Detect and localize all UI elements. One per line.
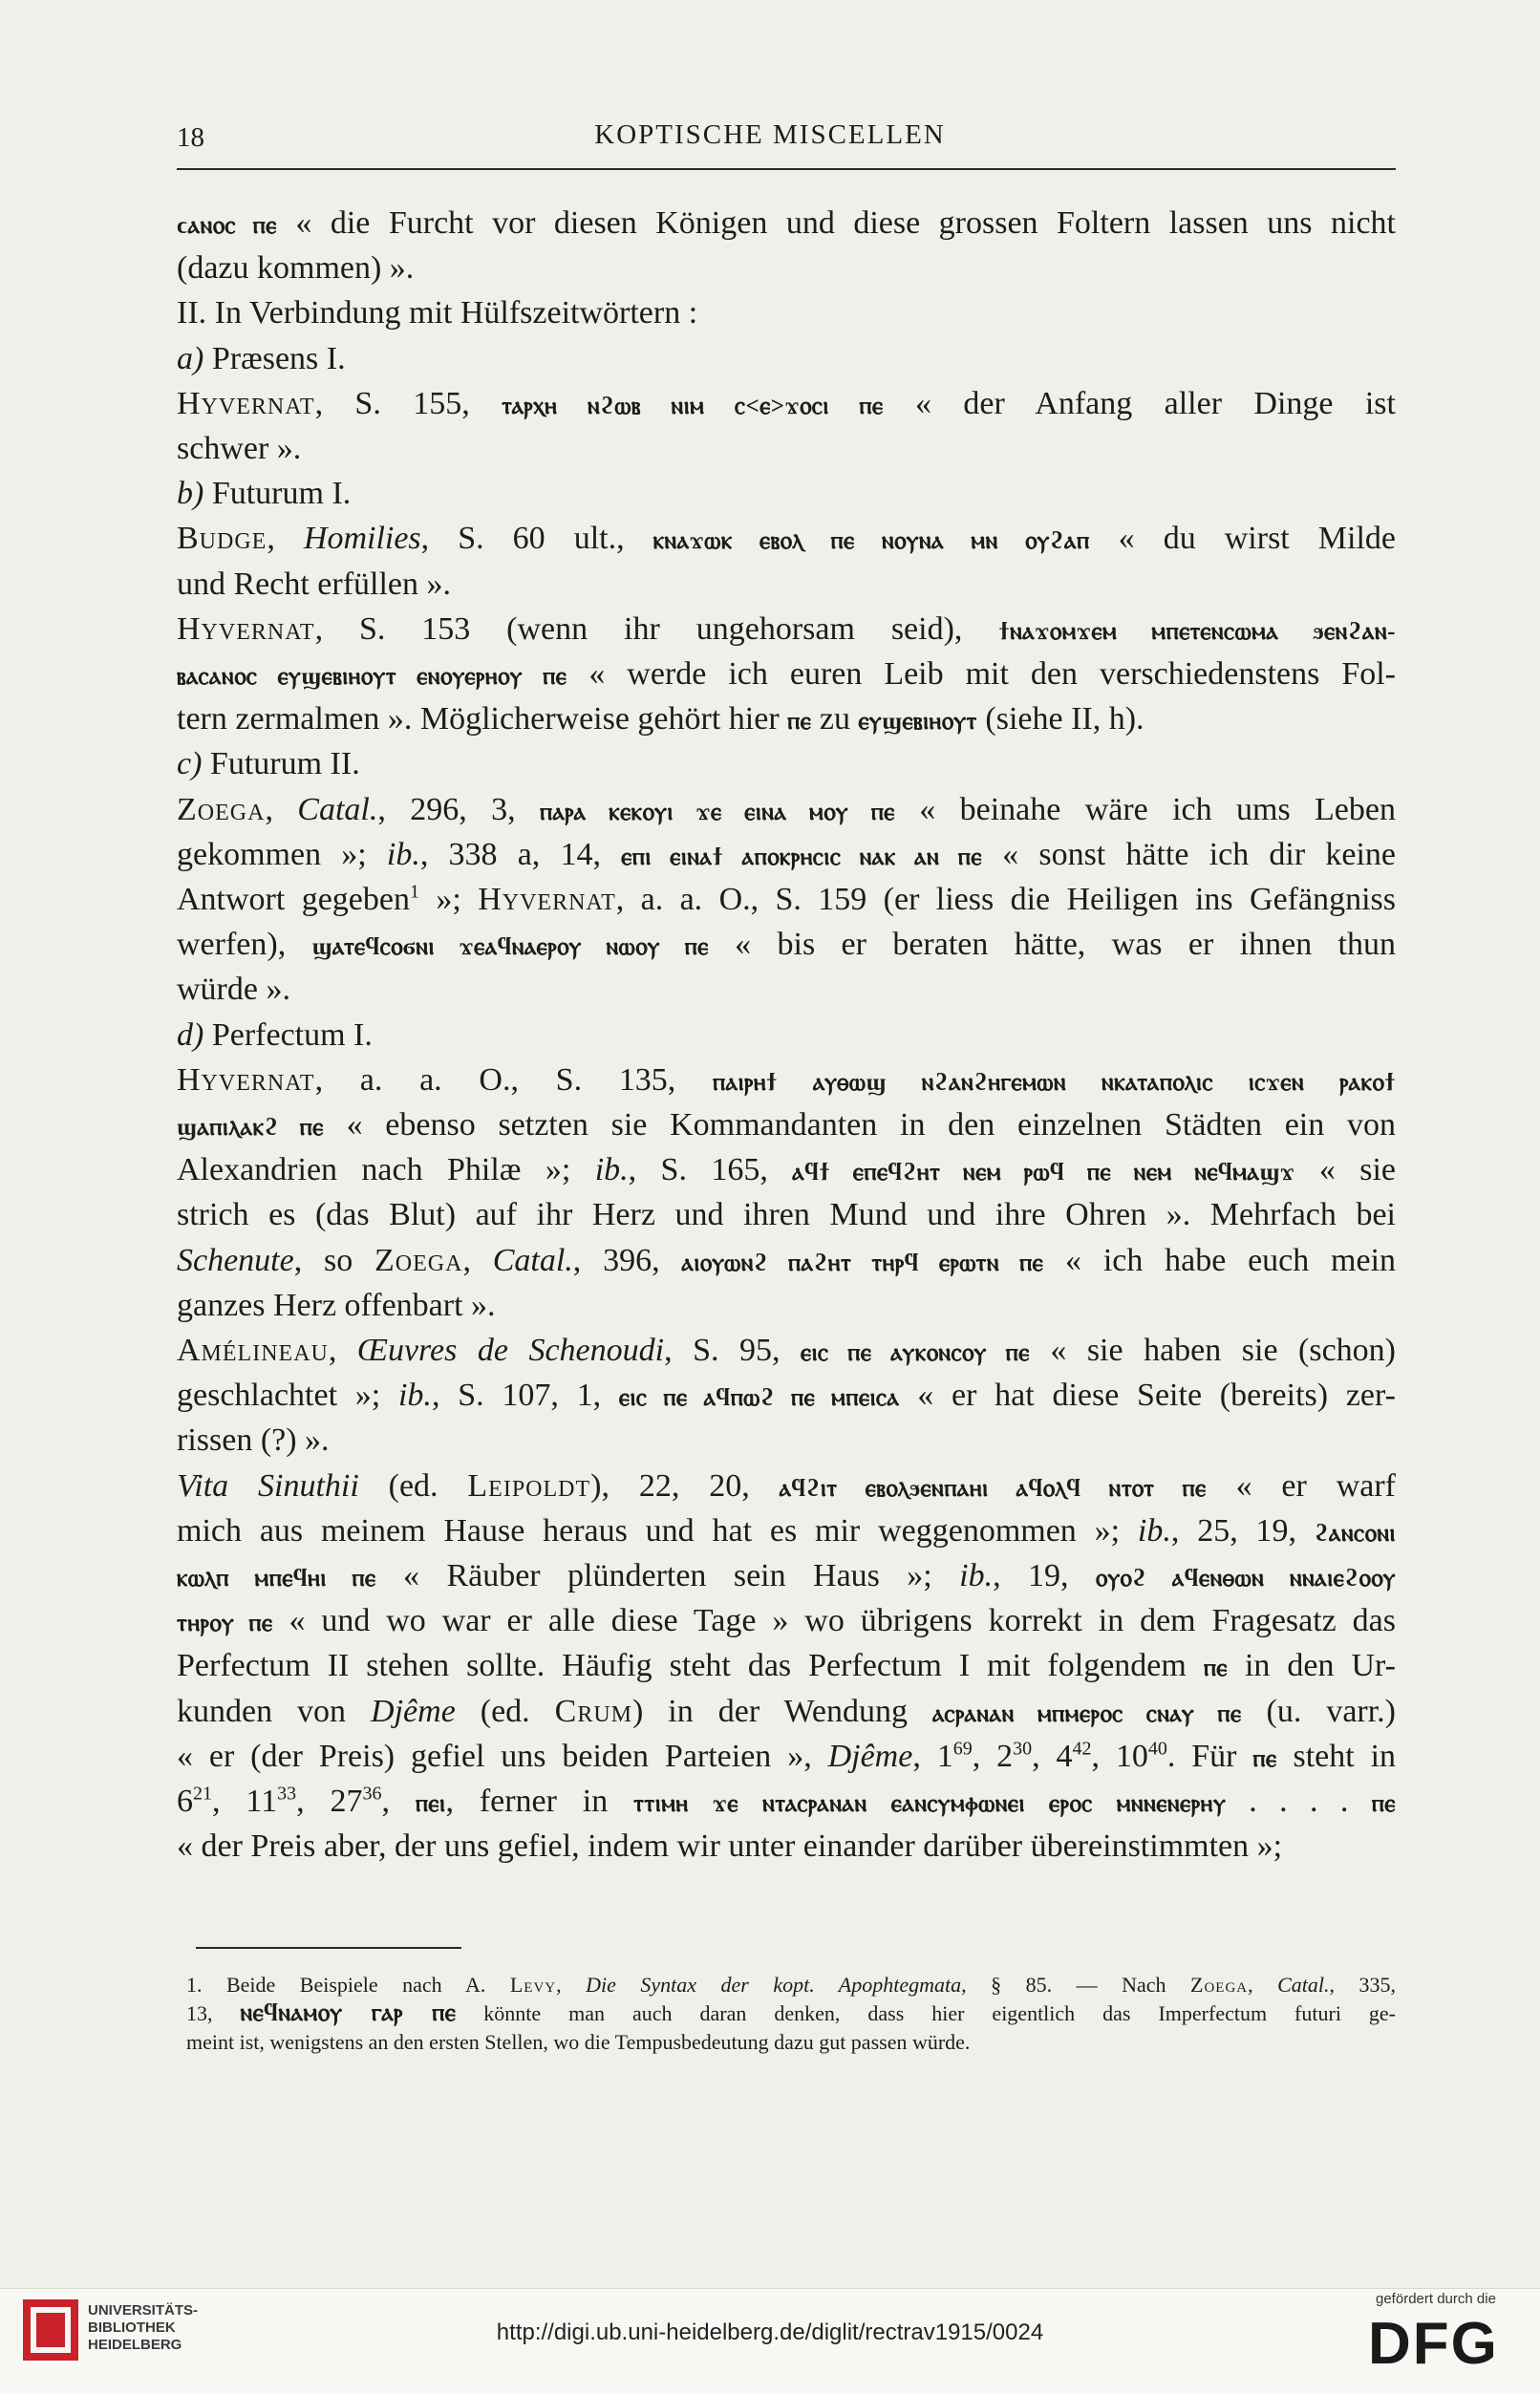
text-run: 13,	[186, 2001, 241, 2025]
text-run: 6	[177, 1784, 193, 1819]
text-run: »;	[418, 882, 479, 917]
text-line	[177, 247, 1396, 289]
text-run: Catal.	[297, 791, 378, 827]
text-run: strich es (das Blut) auf ihr Herz und ihren Mund und ihre Ohren ». Mehrfach bei	[177, 1197, 1396, 1233]
superscript: 36	[362, 1783, 382, 1805]
text-run: , 11	[212, 1784, 278, 1819]
text-run: , 396,	[572, 1242, 682, 1278]
text-run: b)	[177, 476, 204, 512]
text-run: Antwort gegeben	[177, 882, 410, 917]
text-run: c)	[177, 746, 203, 782]
text-run: , 296, 3,	[377, 791, 540, 827]
text-run: Catal.	[492, 1242, 573, 1278]
text-line	[177, 834, 1396, 879]
text-run: « sie haben sie (schon)	[1029, 1333, 1396, 1368]
text-run: Catal.	[1277, 1973, 1330, 1997]
text-run: Amélineau	[177, 1333, 329, 1368]
text-run: Zoega	[177, 791, 266, 827]
text-run: Hyvernat	[177, 610, 315, 647]
text-run: Levy	[509, 1973, 557, 1997]
text-run: , 25, 19,	[1170, 1512, 1315, 1549]
text-run: ib.	[959, 1558, 994, 1593]
footnote-line	[186, 2029, 1396, 2056]
text-run: « du wirst Milde	[1089, 521, 1397, 557]
text-line	[177, 1240, 1396, 1285]
text-run: , 335,	[1329, 1973, 1397, 1997]
text-run: Djême	[827, 1738, 913, 1774]
header-rule	[177, 168, 1396, 170]
text-run: Futurum I.	[203, 476, 352, 512]
text-run: in den Ur-	[1228, 1648, 1396, 1684]
text-run: « er (der Preis) gefiel uns beiden Parteien »,	[177, 1738, 828, 1774]
text-run: ib.	[594, 1152, 629, 1188]
text-run: « der Preis aber, der uns gefiel, indem wir unter einander darüber übereinstimmten »;	[177, 1828, 1283, 1865]
text-run: werfen),	[177, 927, 312, 963]
superscript: 42	[1072, 1738, 1092, 1760]
text-line	[177, 1104, 1396, 1149]
coptic-text: ⲉⲓⲥ ⲡⲉ ⲁⲩⲕⲟⲛⲥⲟⲩ ⲡⲉ	[801, 1340, 1030, 1366]
text-run: d)	[177, 1016, 204, 1053]
text-line	[177, 653, 1396, 698]
coptic-text: ⲁϥϩⲓⲧ ⲉⲃⲟⲗϧⲉⲛⲡⲁⲏⲓ ⲁϥⲟⲗϥ ⲛⲧⲟⲧ ⲡⲉ	[779, 1475, 1207, 1502]
text-run: ,	[556, 1973, 587, 1997]
text-line	[177, 1015, 1396, 1057]
coptic-text: ϣⲁⲡⲓⲗⲁⲕϩ ⲡⲉ	[177, 1115, 324, 1141]
text-run: Homilies	[303, 521, 421, 557]
coptic-text: ⲕⲱⲗⲡ ⲙⲡⲉϥⲏⲓ ⲡⲉ	[177, 1566, 376, 1592]
text-run: ganzes Herz offenbart ».	[177, 1287, 496, 1323]
text-run: , S. 107, 1,	[431, 1378, 619, 1414]
text-run: ib.	[397, 1378, 432, 1414]
coptic-text: ⲡⲁⲣⲁ ⲕⲉⲕⲟⲩⲓ ϫⲉ ⲉⲓⲛⲁ ⲙⲟⲩ ⲡⲉ	[539, 799, 895, 825]
text-line	[177, 518, 1396, 563]
text-line	[177, 1826, 1396, 1868]
text-run: , S. 60 ult.,	[420, 521, 653, 557]
text-run: 1. Beide Beispiele nach A.	[186, 1973, 510, 1997]
text-line	[177, 743, 1396, 785]
text-run: tern zermalmen ». Möglicherweise gehört hier	[177, 701, 788, 737]
text-run: , so	[293, 1242, 374, 1278]
text-run: meint ist, wenigstens an den ersten Stellen, wo die Tempusbedeutung dazu gut passen würde.	[186, 2030, 971, 2054]
text-line	[177, 879, 1396, 921]
text-run: kunden von	[177, 1693, 372, 1729]
text-run: Præsens I.	[203, 340, 346, 376]
library-name-line: BIBLIOTHEK	[88, 2319, 176, 2336]
text-line	[177, 698, 1396, 743]
coptic-text: ⲧⲁⲣⲭⲏ ⲛϩⲱⲃ ⲛⲓⲙ ⲥ<ⲉ>ϫⲟⲥⲓ ⲡⲉ	[502, 393, 884, 419]
text-run: « er warf	[1206, 1467, 1396, 1504]
text-run: , 1	[912, 1738, 953, 1774]
text-run: II. In Verbindung mit Hülfszeitwörtern :	[177, 295, 698, 331]
text-run: Crum	[554, 1693, 633, 1729]
text-line	[177, 292, 1396, 334]
text-run: , a. a. O., S. 159 (er liess die Heiligen ins Gefängniss	[615, 882, 1396, 917]
text-run: , S. 153 (wenn ihr ungehorsam seid),	[314, 610, 999, 647]
coptic-text: ⲃⲁⲥⲁⲛⲟⲥ ⲉⲩϣⲉⲃⲓⲏⲟⲩⲧ ⲉⲛⲟⲩⲉⲣⲏⲟⲩ ⲡⲉ	[177, 664, 567, 690]
text-line	[177, 203, 1396, 247]
text-line	[177, 1285, 1396, 1327]
text-line	[177, 609, 1396, 653]
text-run: ,	[328, 1333, 357, 1368]
text-line	[177, 1330, 1396, 1375]
text-run: « beinahe wäre ich ums Leben	[894, 791, 1396, 827]
text-run: . Für	[1166, 1738, 1253, 1774]
coptic-text: ⲡⲉ	[1203, 1656, 1229, 1682]
text-run: Budge	[177, 521, 267, 557]
text-run: Djême	[371, 1693, 456, 1729]
text-line	[177, 1420, 1396, 1462]
coptic-text: ⲡⲉⲓ	[415, 1791, 446, 1817]
text-run: a)	[177, 340, 204, 376]
text-run: , 19,	[993, 1558, 1096, 1593]
text-run: mich aus meinem Hause heraus und hat es mir weggenommen »;	[177, 1512, 1138, 1549]
text-run: schwer ».	[177, 431, 302, 466]
text-line	[177, 1465, 1396, 1510]
footnote-rule	[196, 1947, 461, 1949]
text-run: Zoega	[1190, 1973, 1249, 1997]
coptic-text: ⲕⲛⲁϫⲱⲕ ⲉⲃⲟⲗ ⲡⲉ ⲛⲟⲩⲛⲁ ⲙⲛ ⲟⲩϩⲁⲡ	[652, 528, 1090, 555]
text-run: , 2	[972, 1738, 1014, 1774]
text-run: steht in	[1276, 1738, 1397, 1774]
coptic-text: ⲟⲩⲟϩ ⲁϥⲉⲛⲑⲱⲛ ⲛⲛⲁⲓⲉϩⲟⲟⲩ	[1095, 1566, 1397, 1592]
text-run: Zoega	[374, 1242, 463, 1278]
text-run: ,	[462, 1242, 493, 1278]
text-run: Die Syntax der kopt. Apophtegmata	[586, 1973, 962, 1997]
coptic-text: ⲁⲓⲟⲩⲱⲛϩ ⲡⲁϩⲏⲧ ⲧⲏⲣϥ ⲉⲣⲱⲧⲛ ⲡⲉ	[681, 1250, 1044, 1276]
text-run: ,	[1248, 1973, 1278, 1997]
text-run: , 338 a, 14,	[419, 836, 622, 872]
text-run: Futurum II.	[202, 746, 360, 782]
text-run: (dazu kommen) ».	[177, 250, 415, 287]
text-run: Leipoldt	[467, 1467, 591, 1504]
text-line	[177, 473, 1396, 515]
text-line	[177, 924, 1396, 969]
source-url-link[interactable]: http://digi.ub.uni-heidelberg.de/diglit/rectrav1915/0024	[496, 2319, 1044, 2345]
superscript: 30	[1013, 1738, 1033, 1760]
text-line	[177, 1736, 1396, 1781]
coptic-text: ϩⲁⲛⲥⲟⲛⲓ	[1314, 1520, 1396, 1547]
text-run: geschlachtet »;	[177, 1378, 398, 1414]
text-run: « bis er beraten hätte, was er ihnen thun	[708, 927, 1396, 963]
text-run: gekommen »;	[177, 836, 387, 872]
text-run: ,	[381, 1784, 416, 1819]
text-run: ,	[265, 791, 298, 827]
text-run: (ed.	[455, 1693, 555, 1729]
text-line	[177, 789, 1396, 834]
superscript: 69	[952, 1738, 973, 1760]
text-run: ,	[267, 521, 304, 557]
text-run: « ich habe euch mein	[1043, 1242, 1397, 1278]
text-line	[177, 1059, 1396, 1104]
text-line	[177, 383, 1396, 428]
text-run: Hyvernat	[478, 882, 616, 917]
coptic-text: ϯⲛⲁϫⲟⲙϫⲉⲙ ⲙⲡⲉⲧⲉⲛⲥⲱⲙⲁ ϧⲉⲛϩⲁⲛ-	[998, 618, 1396, 645]
text-line	[177, 969, 1396, 1011]
text-run: Vita Sinuthii	[177, 1467, 359, 1504]
library-name-line: HEIDELBERG	[88, 2337, 182, 2353]
text-line	[177, 338, 1396, 380]
superscript: 21	[193, 1783, 212, 1805]
footnote-line	[186, 2000, 1396, 2027]
text-run: , § 85. — Nach	[961, 1973, 1191, 1997]
coptic-text: ⲡⲉ	[1252, 1745, 1277, 1772]
coptic-text: ⲁϥϯ ⲉⲡⲉϥϩⲏⲧ ⲛⲉⲙ ⲣⲱϥ ⲡⲉ ⲛⲉⲙ ⲛⲉϥⲙⲁϣϫ	[792, 1160, 1295, 1186]
text-line	[177, 1600, 1396, 1645]
text-run: und Recht erfüllen ».	[177, 566, 452, 602]
text-line	[177, 428, 1396, 470]
text-run: « er hat diese Seite (bereits) zer-	[899, 1378, 1396, 1414]
coptic-text: ⲡⲉ	[787, 709, 812, 736]
superscript: 1	[409, 881, 419, 903]
text-run: Perfectum I.	[203, 1016, 373, 1053]
text-run: « werde ich euren Leib mit den verschiedenstens Fol-	[567, 656, 1396, 692]
text-run: ), 22, 20,	[590, 1467, 780, 1504]
text-run: , S. 155,	[314, 385, 503, 421]
text-run: , S. 165,	[628, 1152, 793, 1188]
text-run: könnte man auch daran denken, dass hier eigentlich das Imperfectum futuri ge-	[456, 2001, 1397, 2025]
text-line	[177, 1781, 1396, 1826]
text-run: « sonst hätte ich dir keine	[981, 836, 1396, 872]
coptic-text: ⲡⲁⲓⲣⲏϯ ⲁⲩⲑⲱϣ ⲛϩⲁⲛϩⲏⲅⲉⲙⲱⲛ ⲛⲕⲁⲧⲁⲡⲟⲗⲓⲥ ⲓⲥϫⲉⲛ ⲣⲁⲕⲟϯ	[713, 1069, 1396, 1096]
coptic-text: ϣⲁⲧⲉϥⲥⲟϭⲛⲓ ϫⲉⲁϥⲛⲁⲉⲣⲟⲩ ⲛⲱⲟⲩ ⲡⲉ	[311, 934, 709, 961]
text-run: Œuvres de Schenoudi	[356, 1333, 665, 1368]
funding-note: gefördert durch die	[1376, 2291, 1496, 2307]
text-run: Perfectum II stehen sollte. Häufig steht das Perfectum I mit folgendem	[177, 1648, 1204, 1684]
coptic-text: ⲉⲩϣⲉⲃⲓⲏⲟⲩⲧ	[858, 709, 977, 736]
text-run: , 4	[1032, 1738, 1073, 1774]
superscript: 40	[1147, 1738, 1167, 1760]
text-run: Alexandrien nach Philæ »;	[177, 1152, 595, 1188]
text-run: , a. a. O., S. 135,	[314, 1061, 714, 1098]
text-line	[177, 1645, 1396, 1690]
footnote-line	[186, 1972, 1396, 1999]
coptic-text: ⲧⲏⲣⲟⲩ ⲡⲉ	[177, 1611, 273, 1637]
text-run: Hyvernat	[177, 385, 315, 421]
text-run: « ebenso setzten sie Kommandanten in den einzelnen Städten ein von	[323, 1107, 1396, 1143]
coptic-text: ⲉⲡⲓ ⲉⲓⲛⲁϯ ⲁⲡⲟⲕⲣⲏⲥⲓⲥ ⲛⲁⲕ ⲁⲛ ⲡⲉ	[621, 844, 982, 870]
text-run: « Räuber plünderten sein Haus »;	[375, 1558, 960, 1593]
text-line	[177, 1691, 1396, 1736]
text-run: ib.	[386, 836, 420, 872]
text-run: Hyvernat	[177, 1061, 315, 1098]
text-run: « die Furcht vor diesen Königen und diese grossen Foltern lassen uns nicht	[276, 205, 1396, 241]
text-run: (ed.	[358, 1467, 468, 1504]
text-run: , 27	[296, 1784, 363, 1819]
dfg-logo: DFG	[1368, 2311, 1499, 2377]
text-run: , S. 95,	[664, 1333, 801, 1368]
text-run: zu	[811, 701, 859, 737]
coptic-text: ⲛⲉϥⲛⲁⲙⲟⲩ ⲅⲁⲣ ⲡⲉ	[240, 2000, 457, 2026]
coptic-text: ⲉⲓⲥ ⲡⲉ ⲁϥⲡⲱϩ ⲡⲉ ⲙⲡⲉⲓⲥⲁ	[618, 1385, 900, 1412]
text-run: (u. varr.)	[1241, 1693, 1397, 1729]
text-line	[177, 1555, 1396, 1600]
text-run: , 10	[1091, 1738, 1148, 1774]
text-run: rissen (?) ».	[177, 1422, 330, 1459]
text-line	[177, 564, 1396, 606]
text-line	[177, 1149, 1396, 1194]
text-run: ib.	[1137, 1512, 1171, 1549]
coptic-text: ⲧⲧⲓⲙⲏ ϫⲉ ⲛⲧⲁⲥⲣⲁⲛⲁⲛ ⲉⲁⲛⲥⲩⲙⲫⲱⲛⲉⲓ ⲉⲣⲟⲥ ⲙⲛⲛⲉⲛⲉⲣⲏⲩ . . . . ⲡⲉ	[633, 1791, 1397, 1817]
text-run: Schenute	[177, 1242, 294, 1278]
text-run: würde ».	[177, 972, 290, 1008]
text-run: ) in der Wendung	[632, 1693, 932, 1729]
running-head: KOPTISCHE MISCELLEN	[594, 119, 946, 150]
page-number: 18	[177, 122, 204, 153]
superscript: 33	[277, 1783, 297, 1805]
library-name-line: UNIVERSITÄTS-	[88, 2302, 199, 2319]
text-run: (siehe II, h).	[976, 701, 1144, 737]
text-run: « und wo war er alle diese Tage » wo übrigens korrekt in dem Fragesatz das	[272, 1603, 1396, 1639]
text-line	[177, 1194, 1396, 1236]
text-line	[177, 1510, 1396, 1555]
coptic-text: ϲⲁⲛⲟⲥ ⲡⲉ	[177, 213, 277, 239]
text-line	[177, 1375, 1396, 1420]
coptic-text: ⲁⲥⲣⲁⲛⲁⲛ ⲙⲡⲙⲉⲣⲟⲥ ⲥⲛⲁⲩ ⲡⲉ	[931, 1700, 1242, 1727]
text-run: « sie	[1294, 1152, 1396, 1188]
text-run: , ferner in	[445, 1784, 634, 1819]
text-run: « der Anfang aller Dinge ist	[883, 385, 1396, 421]
